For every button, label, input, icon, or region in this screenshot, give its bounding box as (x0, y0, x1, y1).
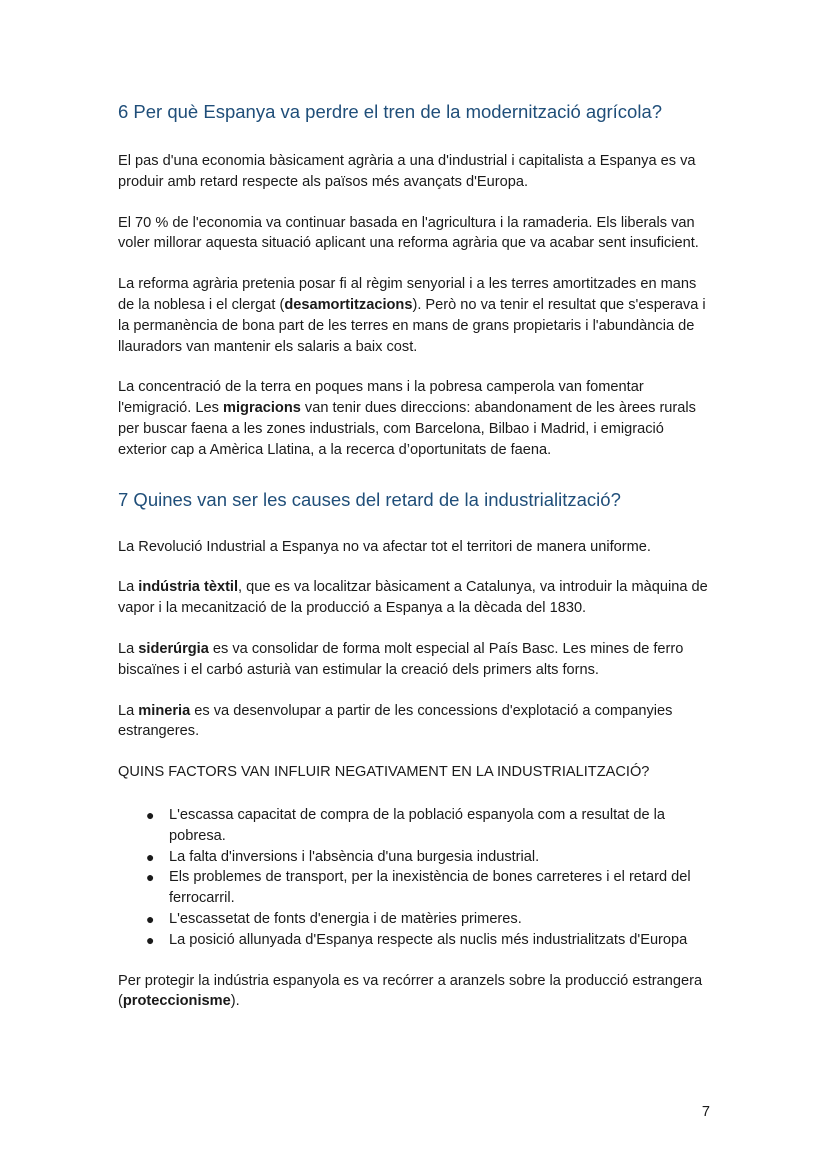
text-run: ). (230, 993, 240, 1010)
list-item-text: La posició allunyada d'Espanya respecte als nuclis més industrialitzats d'Europa (169, 931, 688, 948)
section-6-paragraph-4 (118, 377, 714, 460)
list-item (146, 805, 714, 847)
section-6-paragraph-3 (118, 274, 714, 357)
bullet-icon: ● (146, 931, 155, 948)
section-6-heading: 6 Per què Espanya va perdre el tren de la modernització agrícola? (118, 101, 663, 122)
bold-term-migracions: migracions (223, 400, 301, 417)
section-7-paragraph-2 (118, 577, 714, 619)
section-6-paragraph-1: El pas d'una economia bàsicament agrària a una d'industrial i capitalista a Espanya es va produir amb retard respecte als països més avançats d'Europa. (118, 153, 696, 190)
text-run: ). Però no va tenir el resultat que s'esperava i la permanència de bona part de les terres en mans de grans propietaris i l'abundància de llauradors van mantenir els salaris a baix cost. (118, 296, 706, 355)
text-run: Per protegir la indústria espanyola es va recórrer a aranzels sobre la producció estrangera ( (118, 972, 703, 1010)
bold-term-industria-textil: indústria tèxtil (138, 579, 239, 596)
list-item-text: La falta d'inversions i l'absència d'una burgesia industrial. (169, 848, 540, 865)
bullet-icon: ● (146, 806, 155, 823)
text-run: es va consolidar de forma molt especial al País Basc. Les mines de ferro biscaïnes i el carbó asturià van estimular la creació dels primers alts forns. (118, 640, 684, 678)
section-7-paragraph-4 (118, 701, 714, 743)
list-item (146, 930, 714, 951)
text-run: La concentració de la terra en poques mans i la pobresa camperola van fomentar l'emigració. Les (118, 379, 644, 417)
page-number: 7 (701, 1104, 710, 1120)
document-page (118, 96, 714, 1032)
section-6-paragraph-2: El 70 % de l'economia va continuar basada en l'agricultura i la ramaderia. Els liberals van voler millorar aquesta situació aplicant una reforma agrària que va acabar sent insuficient. (118, 214, 699, 252)
bold-term-siderurgia: siderúrgia (138, 640, 209, 657)
list-item-text: L'escassa capacitat de compra de la població espanyola com a resultat de la pobresa. (169, 806, 666, 844)
bullet-icon: ● (146, 910, 155, 927)
bold-term-proteccionisme: proteccionisme (122, 993, 231, 1010)
bold-term-desamortitzacions: desamortitzacions (284, 296, 413, 313)
list-item (146, 867, 714, 909)
text-run: La (118, 579, 139, 596)
text-run: van tenir dues direccions: abandonament de les àrees rurals per buscar faena a les zones industrials, com Barcelona, Bilbao i Madrid, i emigració exterior cap a Amèrica Llatina, a la recerca d’oportunitats de faena. (118, 400, 696, 458)
text-run: La (118, 702, 139, 719)
text-run: es va desenvolupar a partir de les concessions d'explotació a companyies estrangeres. (118, 702, 673, 740)
list-item-text: Els problemes de transport, per la inexistència de bones carreteres i el retard del ferrocarril. (169, 869, 691, 907)
section-7-heading: 7 Quines van ser les causes del retard de la industrialització? (118, 488, 621, 510)
factors-list (118, 805, 714, 951)
list-item (146, 847, 714, 868)
text-run: La reforma agrària pretenia posar fi al règim senyorial i a les terres amortitzades en mans de la noblesa i el clergat ( (118, 276, 697, 313)
section-7-paragraph-5 (118, 971, 714, 1013)
list-item (146, 909, 714, 930)
bullet-icon: ● (146, 848, 155, 865)
text-run: La (118, 640, 139, 657)
factors-uppercase-heading: QUINS FACTORS VAN INFLUIR NEGATIVAMENT EN LA INDUSTRIALITZACIÓ? (118, 764, 650, 781)
text-run: , que es va localitzar bàsicament a Catalunya, va introduir la màquina de vapor i la mecanització de la producció a Espanya a la dècada del 1830. (118, 579, 708, 617)
bullet-icon: ● (146, 869, 155, 886)
list-item-text: L'escassetat de fonts d'energia i de matèries primeres. (169, 910, 522, 927)
section-7-paragraph-3 (118, 639, 714, 681)
bold-term-mineria: mineria (138, 702, 191, 719)
section-7-paragraph-1: La Revolució Industrial a Espanya no va afectar tot el territori de manera uniforme. (118, 538, 651, 555)
